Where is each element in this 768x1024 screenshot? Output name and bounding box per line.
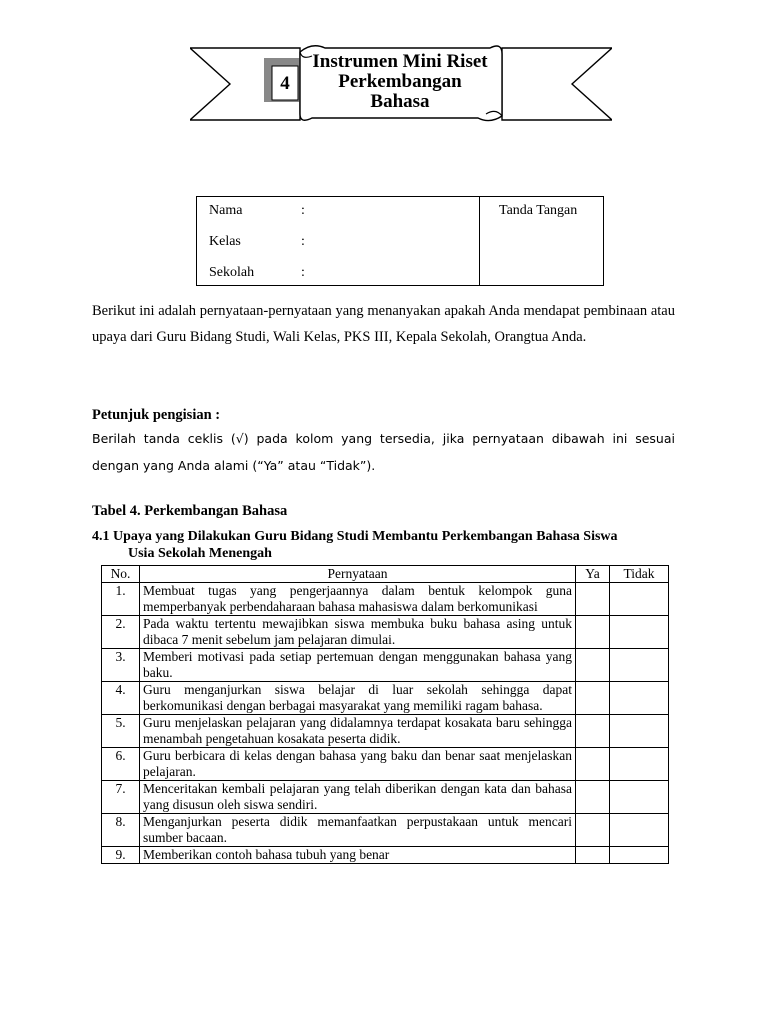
form-divider: [479, 197, 480, 285]
banner-title-line: Instrumen Mini Riset: [312, 51, 488, 72]
yes-cell[interactable]: [576, 814, 610, 847]
section-heading: [92, 528, 692, 562]
table-caption: Tabel 4. Perkembangan Bahasa: [92, 503, 288, 519]
instructions-heading: Petunjuk pengisian :: [92, 407, 221, 423]
section-heading-line1: [92, 528, 692, 545]
row-number: 8.: [102, 814, 140, 847]
row-number: 4.: [102, 682, 140, 715]
yes-cell[interactable]: [576, 748, 610, 781]
instructions-text: Berilah tanda ceklis (√) pada kolom yang tersedia, jika pernyataan dibawah ini sesuai dengan yang Anda alami (“Ya” atau “Tidak”).: [92, 431, 675, 473]
row-number: 1.: [102, 583, 140, 616]
header-yes: Ya: [576, 566, 610, 583]
no-cell[interactable]: [610, 748, 669, 781]
row-statement: Guru menjelaskan pelajaran yang didalamnya terdapat kosakata baru sehingga menambah pengetahuan kosakata peserta didik.: [140, 715, 576, 748]
row-statement: Menceritakan kembali pelajaran yang telah diberikan dengan kata dan bahasa yang disusun oleh siswa sendiri.: [140, 781, 576, 814]
table-row: [102, 583, 669, 616]
yes-cell[interactable]: [576, 715, 610, 748]
chapter-number: 4: [280, 73, 290, 94]
table-row: [102, 781, 669, 814]
row-number: 9.: [102, 847, 140, 864]
table-row: [102, 649, 669, 682]
header-no-answer: Tidak: [610, 566, 669, 583]
table-header-row: [102, 566, 669, 583]
yes-cell[interactable]: [576, 847, 610, 864]
row-number: 5.: [102, 715, 140, 748]
row-number: 2.: [102, 616, 140, 649]
yes-cell[interactable]: [576, 682, 610, 715]
row-statement: Memberikan contoh bahasa tubuh yang benar: [140, 847, 576, 864]
no-cell[interactable]: [610, 616, 669, 649]
school-label: Sekolah: [209, 265, 255, 280]
header-no: No.: [102, 566, 140, 583]
statement-table: [101, 565, 669, 864]
name-colon: :: [301, 203, 305, 218]
school-colon: :: [301, 265, 305, 280]
table-row: [102, 748, 669, 781]
no-cell[interactable]: [610, 649, 669, 682]
intro-paragraph: Berikut ini adalah pernyataan-pernyataan yang menanyakan apakah Anda mendapat pembinaan atau upaya dari Guru Bidang Studi, Wali Kelas, PKS III, Kepala Sekolah, Orangtua Anda.: [92, 303, 675, 345]
no-cell[interactable]: [610, 682, 669, 715]
row-statement: Membuat tugas yang pengerjaannya dalam bentuk kelompok guna memperbanyak perbendaharaan bahasa mahasiswa dalam berkomunikasi: [140, 583, 576, 616]
signature-label: Tanda Tangan: [499, 203, 578, 218]
table-row: [102, 715, 669, 748]
section-number: 4.1: [92, 529, 110, 544]
chapter-banner: [190, 38, 612, 138]
class-colon: :: [301, 234, 305, 249]
class-label: Kelas: [209, 234, 241, 249]
banner-title-line: Bahasa: [370, 91, 430, 112]
no-cell[interactable]: [610, 583, 669, 616]
table-row: [102, 616, 669, 649]
row-number: 3.: [102, 649, 140, 682]
no-cell[interactable]: [610, 781, 669, 814]
yes-cell[interactable]: [576, 583, 610, 616]
yes-cell[interactable]: [576, 616, 610, 649]
header-statement: Pernyataan: [140, 566, 576, 583]
name-label: Nama: [209, 203, 243, 218]
section-title-line1: Upaya yang Dilakukan Guru Bidang Studi Membantu Perkembangan Bahasa Siswa: [113, 529, 618, 544]
row-statement: Menganjurkan peserta didik memanfaatkan perpustakaan untuk mencari sumber bacaan.: [140, 814, 576, 847]
table-row: [102, 847, 669, 864]
section-title-line2: Usia Sekolah Menengah: [128, 546, 272, 561]
no-cell[interactable]: [610, 715, 669, 748]
identity-form: [196, 196, 604, 286]
no-cell[interactable]: [610, 847, 669, 864]
row-statement: Pada waktu tertentu mewajibkan siswa membuka buku bahasa asing untuk dibaca 7 menit sebelum jam pelajaran dimulai.: [140, 616, 576, 649]
yes-cell[interactable]: [576, 781, 610, 814]
no-cell[interactable]: [610, 814, 669, 847]
row-statement: Memberi motivasi pada setiap pertemuan dengan menggunakan bahasa yang baku.: [140, 649, 576, 682]
row-statement: Guru menganjurkan siswa belajar di luar sekolah sehingga dapat berkomunikasi dengan berbagai masyarakat yang memiliki ragam bahasa.: [140, 682, 576, 715]
row-number: 6.: [102, 748, 140, 781]
banner-title-line: Perkembangan: [338, 71, 462, 92]
yes-cell[interactable]: [576, 649, 610, 682]
row-statement: Guru berbicara di kelas dengan bahasa yang baku dan benar saat menjelaskan pelajaran.: [140, 748, 576, 781]
table-row: [102, 814, 669, 847]
table-row: [102, 682, 669, 715]
row-number: 7.: [102, 781, 140, 814]
banner-title: [300, 52, 500, 112]
